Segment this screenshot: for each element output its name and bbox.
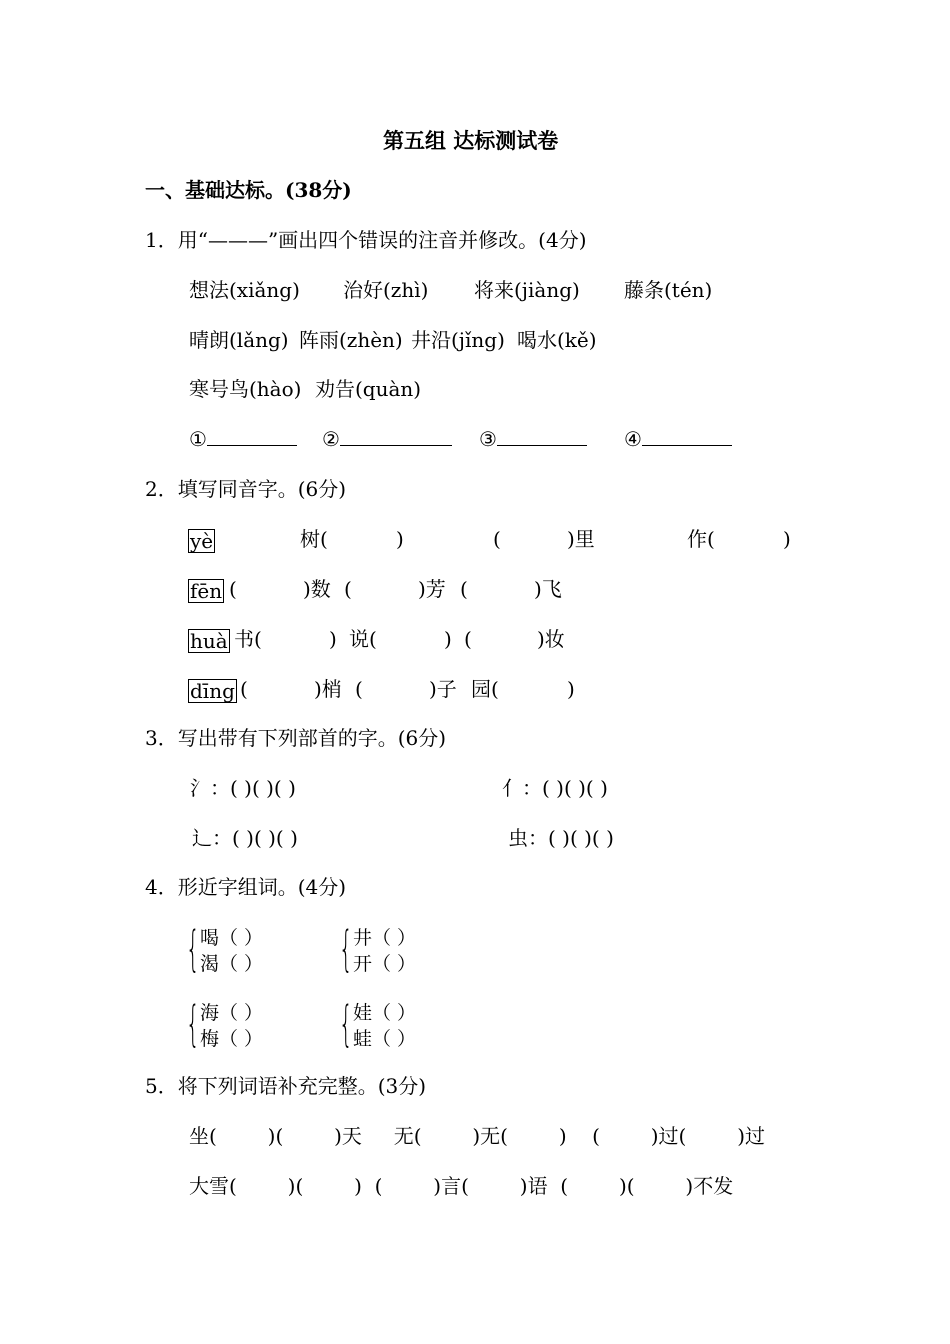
blank-close: )数 [303,577,331,601]
question-2-prompt: 2．填写同音字。(6分) [145,477,347,501]
blank-open[interactable]: ( [493,527,501,551]
radical-row[interactable]: 辶：( )( )( ) [192,826,298,850]
blank-close: ) [396,527,404,551]
radical-row[interactable]: 亻：( )( )( ) [502,776,608,800]
q1-word: 晴朗(lǎng) [189,328,289,352]
question-5-prompt: 5．将下列词语补充完整。(3分) [145,1074,427,1098]
pinyin-box: fēn [190,579,223,603]
blank-open[interactable]: ( [460,577,468,601]
similar-char-item[interactable]: 喝（ ） [200,927,264,949]
idiom-row[interactable]: 大雪( )( ) ( )言( )语 ( )( )不发 [189,1174,734,1198]
section-heading-basic: 一、基础达标。(38分) [145,178,352,202]
brace-icon: { [339,996,353,1052]
page-title: 第五组 达标测试卷 [383,128,559,153]
blank-open[interactable]: ( [344,577,352,601]
radical-row[interactable]: 氵：( )( )( ) [190,776,296,800]
q1-word: 阵雨(zhèn) [299,328,403,352]
blank-open[interactable]: 园( [471,677,499,701]
q1-word: 想法(xiǎng) [189,278,300,302]
blank-close: ) [329,627,337,651]
brace-icon: { [186,921,200,977]
blank-close: ) [567,677,575,701]
blank-close: )芳 [418,577,446,601]
question-4-prompt: 4．形近字组词。(4分) [145,875,347,899]
q1-answer-blank-1[interactable]: ① [189,427,297,451]
idiom-row[interactable]: 坐( )( )天 无( )无( ) ( )过( )过 [189,1124,766,1148]
similar-char-item[interactable]: 娃（ ） [353,1002,417,1024]
similar-char-item[interactable]: 井（ ） [353,927,417,949]
blank-open[interactable]: ( [355,677,363,701]
blank-close: )飞 [534,577,562,601]
q1-word: 藤条(tén) [624,278,713,302]
blank-close: )子 [429,677,457,701]
question-3-prompt: 3．写出带有下列部首的字。(6分) [145,726,447,750]
q1-answer-blank-4[interactable]: ④ [624,427,732,451]
pinyin-box: dīng [190,679,235,703]
similar-char-item[interactable]: 蛙（ ） [353,1028,417,1050]
blank-close: )妆 [537,627,565,651]
similar-char-item[interactable]: 海（ ） [200,1002,264,1024]
q1-word: 治好(zhì) [343,278,429,302]
blank-close: ) [783,527,791,551]
similar-char-item[interactable]: 开（ ） [353,953,417,975]
blank-close: )梢 [314,677,342,701]
blank-open[interactable]: 树( [300,527,328,551]
similar-char-item[interactable]: 梅（ ） [200,1028,264,1050]
blank-close: )里 [567,527,595,551]
q1-word: 劝告(quàn) [315,377,422,401]
q1-answer-blank-2[interactable]: ② [322,427,452,451]
brace-icon: { [339,921,353,977]
question-1-prompt: 1．用“———”画出四个错误的注音并修改。(4分) [145,228,587,252]
radical-row[interactable]: 虫：( )( )( ) [508,826,614,850]
q1-word: 将来(jiàng) [474,278,580,302]
q1-answer-blank-3[interactable]: ③ [479,427,587,451]
similar-char-item[interactable]: 渴（ ） [200,953,264,975]
blank-open[interactable]: ( [229,577,237,601]
q1-word: 井沿(jǐng) [411,328,505,352]
blank-open[interactable]: 作( [687,527,715,551]
blank-open[interactable]: ( [464,627,472,651]
pinyin-box: yè [190,529,214,553]
blank-open[interactable]: ( [240,677,248,701]
brace-icon: { [186,996,200,1052]
q1-word: 寒号鸟(hào) [189,377,302,401]
pinyin-box: huà [190,629,228,653]
blank-close: ) [444,627,452,651]
blank-open[interactable]: 书( [234,627,262,651]
q1-word: 喝水(kě) [517,328,597,352]
blank-open[interactable]: 说( [349,627,377,651]
